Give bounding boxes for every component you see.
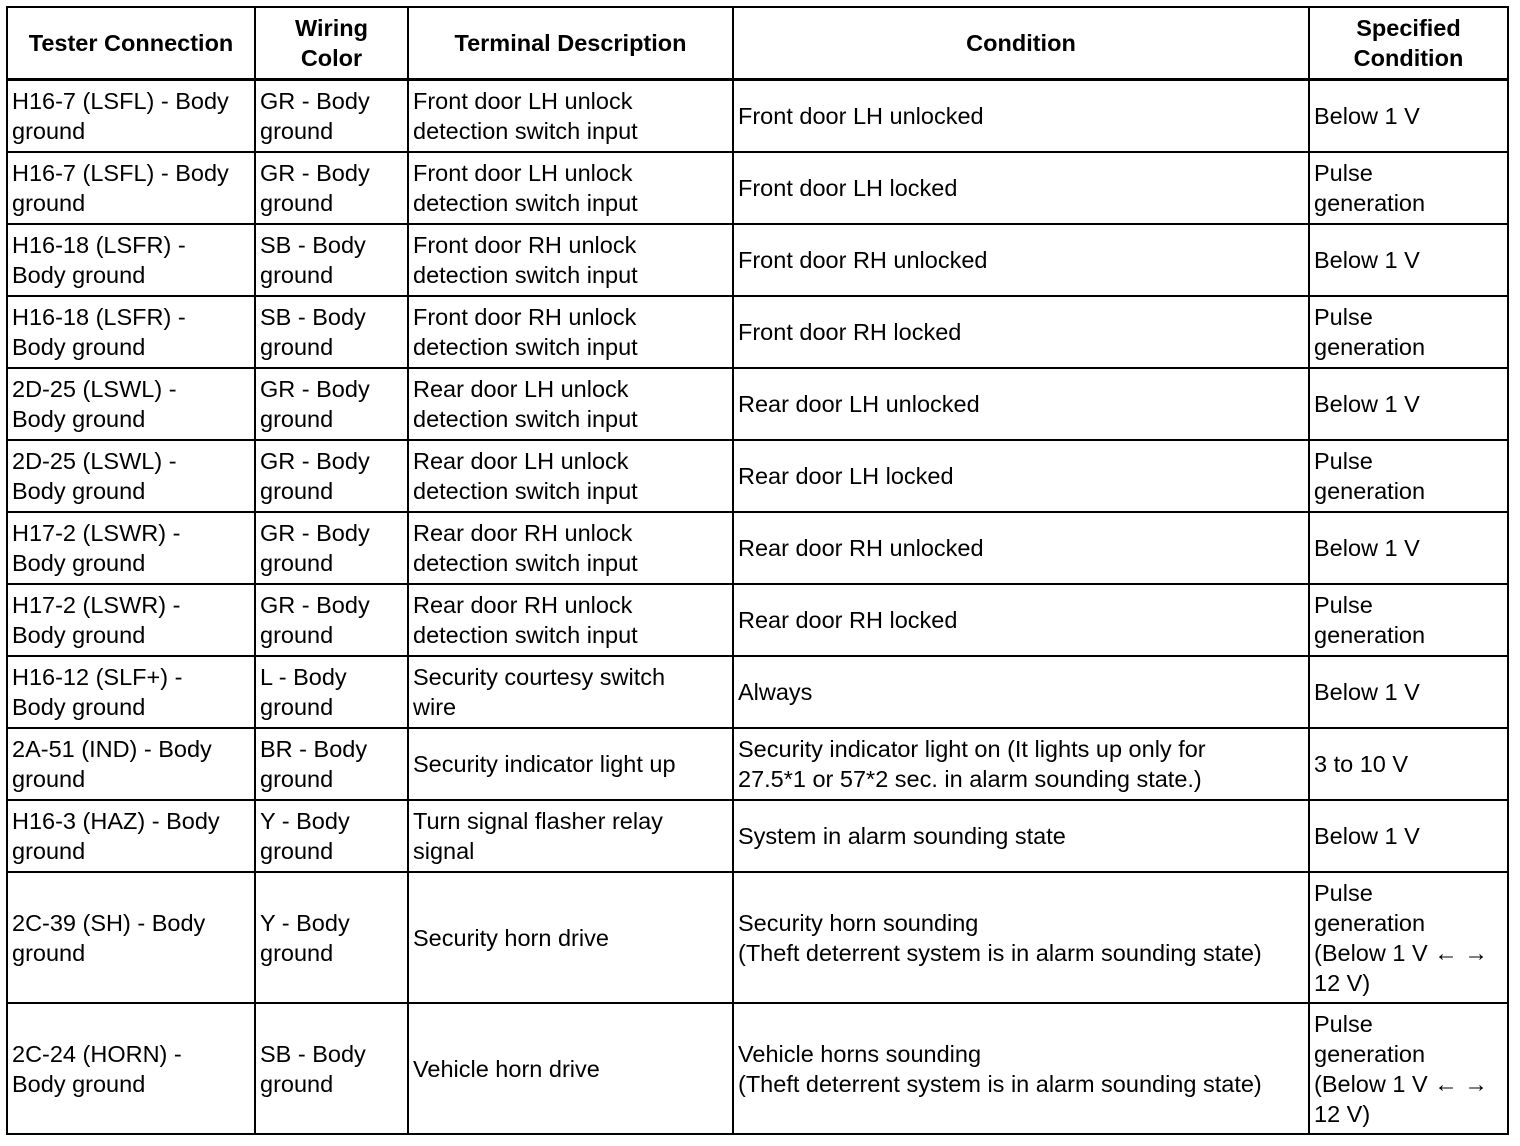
table-row xyxy=(7,656,1508,728)
cell-wiring-color: SB - Body ground xyxy=(255,296,408,368)
cell-condition: Security horn sounding (Theft deterrent system is in alarm sounding state) xyxy=(733,872,1309,1003)
cell-tester-connection: 2C-39 (SH) - Body ground xyxy=(7,872,255,1003)
cell-specified-condition: Pulse generation xyxy=(1309,584,1508,656)
cell-specified-condition: 3 to 10 V xyxy=(1309,728,1508,800)
cell-condition: Front door LH unlocked xyxy=(733,80,1309,153)
cell-tester-connection: 2C-24 (HORN) - Body ground xyxy=(7,1003,255,1134)
cell-wiring-color: SB - Body ground xyxy=(255,1003,408,1134)
cell-tester-connection: H16-18 (LSFR) - Body ground xyxy=(7,296,255,368)
cell-condition: Rear door RH locked xyxy=(733,584,1309,656)
header-wiring-color: Wiring Color xyxy=(255,7,408,80)
table-row xyxy=(7,296,1508,368)
cell-wiring-color: GR - Body ground xyxy=(255,368,408,440)
table-row xyxy=(7,440,1508,512)
cell-terminal-description: Security horn drive xyxy=(408,872,733,1003)
cell-condition: Rear door RH unlocked xyxy=(733,512,1309,584)
cell-wiring-color: SB - Body ground xyxy=(255,224,408,296)
cell-condition: Rear door LH unlocked xyxy=(733,368,1309,440)
cell-condition: Rear door LH locked xyxy=(733,440,1309,512)
cell-specified-condition: Pulse generation (Below 1 V ← → 12 V) xyxy=(1309,1003,1508,1134)
cell-wiring-color: Y - Body ground xyxy=(255,872,408,1003)
table-row xyxy=(7,1003,1508,1134)
cell-specified-condition: Pulse generation xyxy=(1309,152,1508,224)
cell-tester-connection: H16-7 (LSFL) - Body ground xyxy=(7,80,255,153)
cell-terminal-description: Turn signal flasher relay signal xyxy=(408,800,733,872)
header-tester-connection: Tester Connection xyxy=(7,7,255,80)
specification-table xyxy=(6,6,1509,1135)
table-row xyxy=(7,728,1508,800)
cell-wiring-color: GR - Body ground xyxy=(255,584,408,656)
table-row xyxy=(7,872,1508,1003)
header-terminal-description: Terminal Description xyxy=(408,7,733,80)
cell-tester-connection: H16-3 (HAZ) - Body ground xyxy=(7,800,255,872)
cell-condition: Vehicle horns sounding (Theft deterrent system is in alarm sounding state) xyxy=(733,1003,1309,1134)
cell-terminal-description: Security courtesy switch wire xyxy=(408,656,733,728)
cell-tester-connection: 2A-51 (IND) - Body ground xyxy=(7,728,255,800)
cell-terminal-description: Security indicator light up xyxy=(408,728,733,800)
table-row xyxy=(7,152,1508,224)
table-row xyxy=(7,224,1508,296)
cell-condition: Front door RH unlocked xyxy=(733,224,1309,296)
table-row xyxy=(7,512,1508,584)
cell-condition: Front door LH locked xyxy=(733,152,1309,224)
cell-condition: Front door RH locked xyxy=(733,296,1309,368)
cell-specified-condition: Pulse generation xyxy=(1309,296,1508,368)
cell-tester-connection: H16-7 (LSFL) - Body ground xyxy=(7,152,255,224)
cell-terminal-description: Vehicle horn drive xyxy=(408,1003,733,1134)
cell-wiring-color: BR - Body ground xyxy=(255,728,408,800)
cell-tester-connection: 2D-25 (LSWL) - Body ground xyxy=(7,440,255,512)
table-row xyxy=(7,80,1508,153)
cell-specified-condition: Below 1 V xyxy=(1309,368,1508,440)
cell-wiring-color: GR - Body ground xyxy=(255,512,408,584)
cell-tester-connection: H16-12 (SLF+) - Body ground xyxy=(7,656,255,728)
cell-specified-condition: Below 1 V xyxy=(1309,800,1508,872)
table-header xyxy=(7,7,1508,80)
cell-terminal-description: Front door RH unlock detection switch input xyxy=(408,224,733,296)
table-row xyxy=(7,368,1508,440)
cell-wiring-color: GR - Body ground xyxy=(255,152,408,224)
header-specified-condition: Specified Condition xyxy=(1309,7,1508,80)
cell-specified-condition: Below 1 V xyxy=(1309,656,1508,728)
cell-wiring-color: Y - Body ground xyxy=(255,800,408,872)
cell-specified-condition: Pulse generation (Below 1 V ← → 12 V) xyxy=(1309,872,1508,1003)
cell-condition: Always xyxy=(733,656,1309,728)
cell-terminal-description: Rear door RH unlock detection switch input xyxy=(408,584,733,656)
cell-terminal-description: Front door RH unlock detection switch input xyxy=(408,296,733,368)
cell-specified-condition: Below 1 V xyxy=(1309,512,1508,584)
cell-tester-connection: H17-2 (LSWR) - Body ground xyxy=(7,512,255,584)
cell-specified-condition: Below 1 V xyxy=(1309,224,1508,296)
cell-condition: Security indicator light on (It lights up only for 27.5*1 or 57*2 sec. in alarm sounding state.) xyxy=(733,728,1309,800)
cell-specified-condition: Pulse generation xyxy=(1309,440,1508,512)
header-row xyxy=(7,7,1508,80)
cell-terminal-description: Rear door LH unlock detection switch input xyxy=(408,368,733,440)
table-row xyxy=(7,800,1508,872)
cell-tester-connection: H16-18 (LSFR) - Body ground xyxy=(7,224,255,296)
cell-tester-connection: 2D-25 (LSWL) - Body ground xyxy=(7,368,255,440)
cell-condition: System in alarm sounding state xyxy=(733,800,1309,872)
table-row xyxy=(7,584,1508,656)
cell-terminal-description: Rear door RH unlock detection switch input xyxy=(408,512,733,584)
cell-wiring-color: GR - Body ground xyxy=(255,440,408,512)
cell-wiring-color: GR - Body ground xyxy=(255,80,408,153)
cell-specified-condition: Below 1 V xyxy=(1309,80,1508,153)
cell-terminal-description: Front door LH unlock detection switch input xyxy=(408,80,733,153)
header-condition: Condition xyxy=(733,7,1309,80)
cell-terminal-description: Rear door LH unlock detection switch input xyxy=(408,440,733,512)
table-body xyxy=(7,80,1508,1135)
cell-tester-connection: H17-2 (LSWR) - Body ground xyxy=(7,584,255,656)
cell-wiring-color: L - Body ground xyxy=(255,656,408,728)
cell-terminal-description: Front door LH unlock detection switch input xyxy=(408,152,733,224)
